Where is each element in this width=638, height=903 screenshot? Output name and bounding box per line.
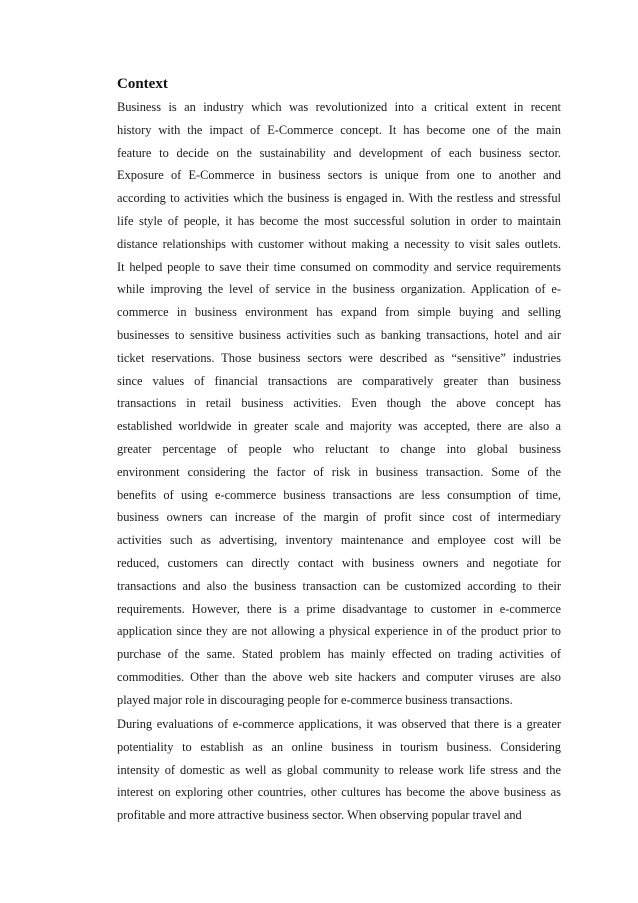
text-line: activities such as advertising, inventory maintenance and employee cost will be <box>117 533 561 548</box>
text-line: greater percentage of people who reluctant to change into global business <box>117 441 561 456</box>
paragraph-2 <box>117 713 561 827</box>
text-line: reduced, customers can directly contact with business owners and negotiate for <box>117 555 561 570</box>
text-line: Business is an industry which was revolutionized into a critical extent in recent <box>117 100 561 114</box>
text-line: businesses to sensitive business activities such as banking transactions, hotel and air <box>117 327 561 342</box>
text-line: while improving the level of service in the business organization. Application of e- <box>117 282 561 297</box>
text-line: environment considering the factor of risk in business transaction. Some of the <box>117 464 561 479</box>
text-line: commerce in business environment has expand from simple buying and selling <box>117 305 561 320</box>
text-line: transactions and also the business transaction can be customized according to their <box>117 578 561 593</box>
text-line: business owners can increase of the margin of profit since cost of intermediary <box>117 510 561 525</box>
text-line: purchase of the same. Stated problem has mainly effected on trading activities of <box>117 647 561 662</box>
text-line: established worldwide in greater scale and majority was accepted, there are also a <box>117 419 561 434</box>
text-line: distance relationships with customer without making a necessity to visit sales outlets. <box>117 236 561 251</box>
text-line: history with the impact of E-Commerce concept. It has become one of the main <box>117 122 561 137</box>
text-line: life style of people, it has become the most successful solution in order to maintain <box>117 213 561 228</box>
text-line: since values of financial transactions are comparatively greater than business <box>117 373 561 388</box>
text-line: according to activities which the business is engaged in. With the restless and stressful <box>117 191 561 206</box>
text-line: ticket reservations. Those business sectors were described as “sensitive” industries <box>117 350 561 365</box>
text-line: interest on exploring other countries, other cultures has become the above business as <box>117 785 561 800</box>
text-line: During evaluations of e-commerce applications, it was observed that there is a greater <box>117 717 561 731</box>
paragraph-1 <box>117 96 561 712</box>
text-line: Exposure of E-Commerce in business sectors is unique from one to another and <box>117 168 561 183</box>
text-line: application since they are not allowing a physical experience in of the product prior to <box>117 624 561 639</box>
section-heading: Context <box>117 76 168 92</box>
text-line: potentiality to establish as an online business in tourism business. Considering <box>117 739 561 754</box>
text-line: intensity of domestic as well as global community to release work life stress and the <box>117 762 561 777</box>
text-line: requirements. However, there is a prime disadvantage to customer in e-commerce <box>117 601 561 616</box>
text-line: transactions in retail business activities. Even though the above concept has <box>117 396 561 411</box>
text-line: feature to decide on the sustainability and development of each business sector. <box>117 145 561 160</box>
text-line: played major role in discouraging people for e-commerce business transactions. <box>117 692 513 707</box>
text-line: It helped people to save their time consumed on commodity and service requirements <box>117 259 561 274</box>
text-line: commodities. Other than the above web site hackers and computer viruses are also <box>117 669 561 684</box>
text-line: profitable and more attractive business sector. When observing popular travel and <box>117 808 522 823</box>
text-line: benefits of using e-commerce business transactions are less consumption of time, <box>117 487 561 502</box>
